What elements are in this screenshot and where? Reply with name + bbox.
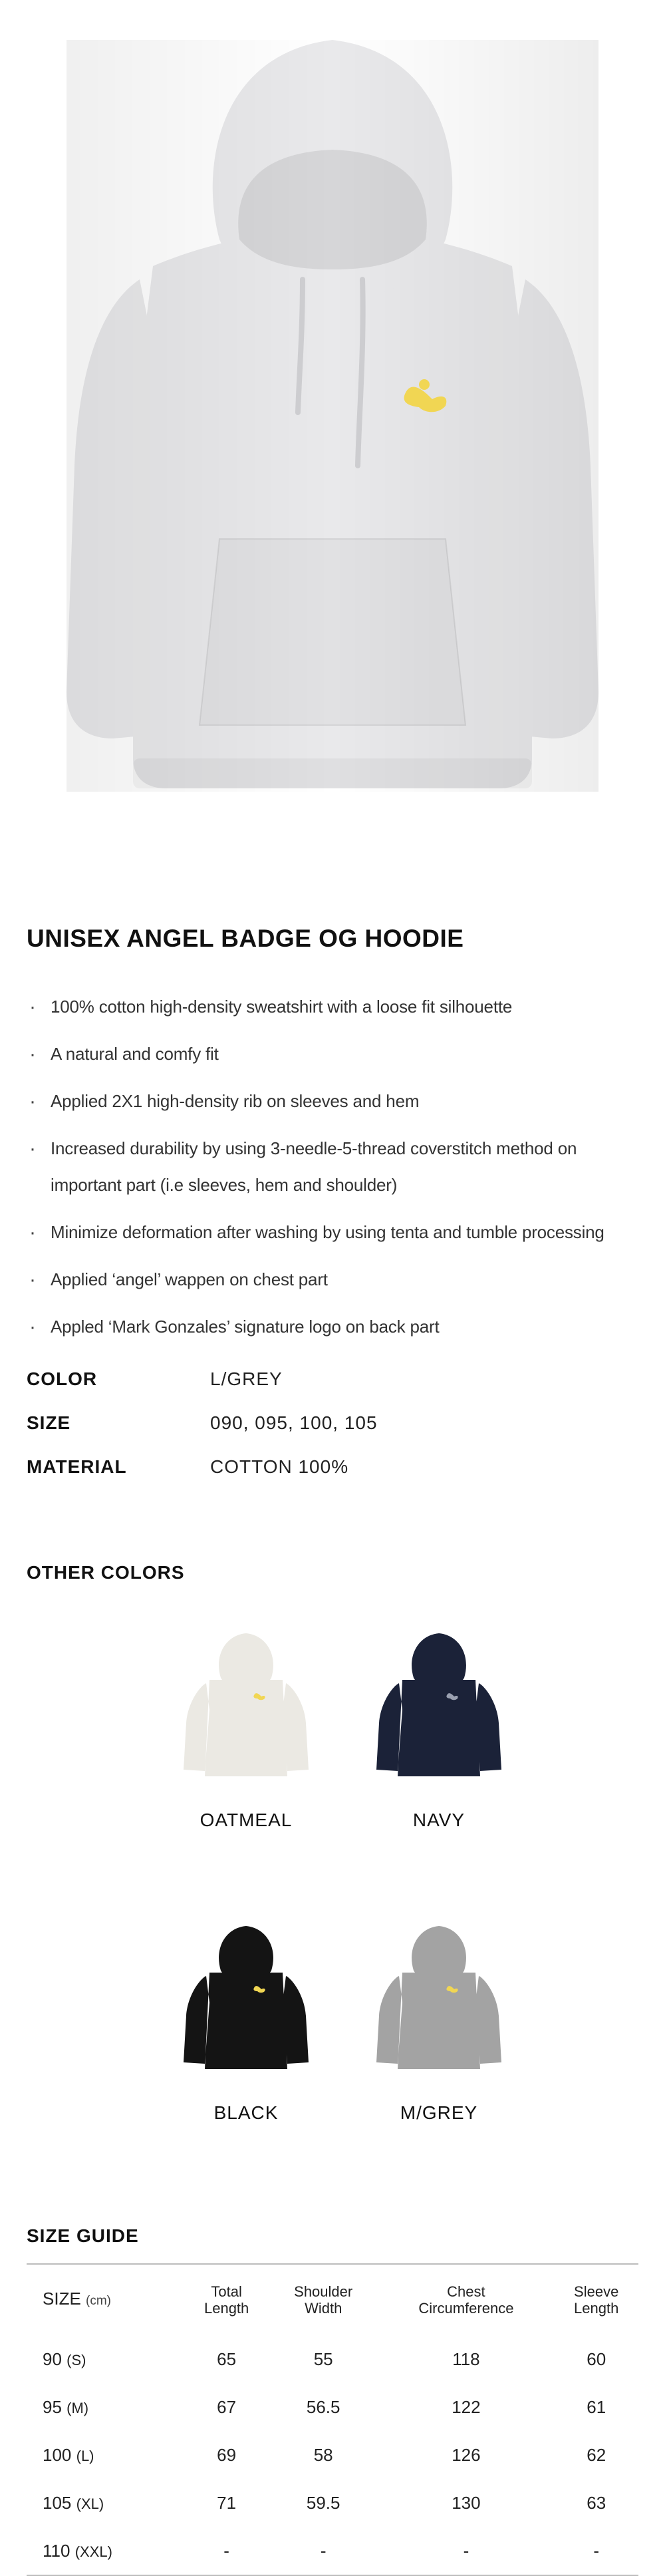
color-option-black[interactable] <box>160 1923 332 2124</box>
table-cell: 67 <box>217 2396 237 2417</box>
hoodie-thumbnail <box>366 1630 512 1783</box>
size-cell: 105 (XL) <box>43 2492 104 2513</box>
product-hero-image <box>0 0 665 858</box>
column-header: Shoulder Width <box>294 2283 353 2317</box>
spec-key: MATERIAL <box>27 1456 127 1477</box>
table-cell: 126 <box>452 2444 481 2465</box>
spec-row-color <box>27 1357 638 1401</box>
color-name: M/GREY <box>400 2102 478 2123</box>
spec-value: L/GREY <box>210 1368 283 1389</box>
product-title: UNISEX ANGEL BADGE OG HOODIE <box>27 925 464 952</box>
other-colors-heading: OTHER COLORS <box>27 1562 185 1583</box>
table-cell: 65 <box>217 2348 237 2369</box>
table-cell: 56.5 <box>306 2396 340 2417</box>
table-row <box>27 2383 638 2431</box>
column-header: Sleeve Length <box>574 2283 619 2317</box>
hoodie-thumbnail <box>173 1630 319 1783</box>
table-cell: 118 <box>452 2348 480 2369</box>
color-name: NAVY <box>412 1810 466 1830</box>
feature-item: · Increased durability by using 3-needle-5-thread coverstitch method on important part (i.e sleeves, hem and shoulder) <box>27 1130 652 1204</box>
table-cell: 61 <box>587 2396 606 2417</box>
color-option-oatmeal[interactable] <box>160 1630 332 1831</box>
table-cell: - <box>593 2540 600 2561</box>
table-cell: 60 <box>587 2348 606 2369</box>
hoodie-thumbnail <box>173 1923 319 2076</box>
size-cell: 90 (S) <box>43 2348 86 2369</box>
table-cell: - <box>320 2540 327 2561</box>
table-row <box>27 2479 638 2527</box>
table-cell: 62 <box>587 2444 606 2465</box>
table-cell: 130 <box>452 2492 481 2513</box>
spec-key: SIZE <box>27 1412 71 1433</box>
feature-list <box>27 989 652 1356</box>
color-option-navy[interactable] <box>352 1630 525 1831</box>
color-option-m-grey[interactable] <box>352 1923 525 2124</box>
table-cell: 58 <box>313 2444 333 2465</box>
size-guide-table <box>27 2263 638 2576</box>
size-cell: 110 (XXL) <box>43 2540 112 2561</box>
column-header: Chest Circumference <box>418 2283 514 2317</box>
hoodie-body <box>66 40 598 792</box>
table-row <box>27 2527 638 2575</box>
table-cell: - <box>223 2540 229 2561</box>
color-name: OATMEAL <box>200 1810 293 1830</box>
feature-item: · Applied ‘angel’ wappen on chest part <box>27 1261 652 1298</box>
table-cell: 55 <box>313 2348 333 2369</box>
hoodie-illustration <box>0 0 665 858</box>
table-cell: - <box>463 2540 469 2561</box>
spec-row-material <box>27 1445 638 1489</box>
size-guide-heading: SIZE GUIDE <box>27 2225 139 2246</box>
table-cell: 59.5 <box>306 2492 340 2513</box>
spec-value: COTTON 100% <box>210 1456 349 1477</box>
table-cell: 63 <box>587 2492 606 2513</box>
table-cell: 69 <box>217 2444 237 2465</box>
table-row <box>27 2431 638 2479</box>
table-row <box>27 2335 638 2383</box>
feature-item: · Minimize deformation after washing by using tenta and tumble processing <box>27 1214 652 1251</box>
table-header-row <box>27 2264 638 2335</box>
size-cell: 100 (L) <box>43 2444 94 2465</box>
feature-item: · 100% cotton high-density sweatshirt with a loose fit silhouette <box>27 989 652 1025</box>
feature-item: · A natural and comfy fit <box>27 1036 652 1072</box>
table-cell: 71 <box>217 2492 237 2513</box>
feature-item: · Applied 2X1 high-density rib on sleeves and hem <box>27 1083 652 1120</box>
spec-row-size <box>27 1401 638 1445</box>
column-header: Total Length <box>203 2283 249 2317</box>
feature-item: · Appled ‘Mark Gonzales’ signature logo on back part <box>27 1309 652 1345</box>
size-cell: 95 (M) <box>43 2396 89 2417</box>
color-name: BLACK <box>213 2102 279 2123</box>
hoodie-thumbnail <box>366 1923 512 2076</box>
size-column-header: SIZE (cm) <box>43 2289 112 2309</box>
spec-key: COLOR <box>27 1368 98 1389</box>
spec-table <box>27 1357 638 1489</box>
table-cell: 122 <box>452 2396 481 2417</box>
spec-value: 090, 095, 100, 105 <box>210 1412 378 1433</box>
